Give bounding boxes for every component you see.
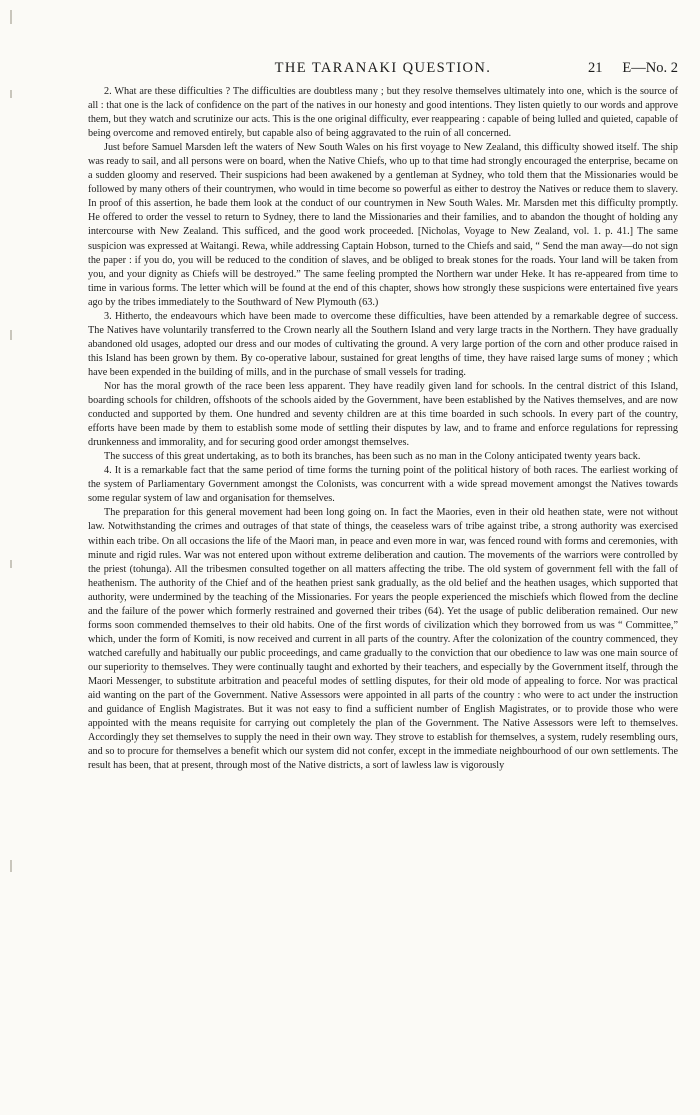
running-title: THE TARANAKI QUESTION. — [274, 60, 492, 76]
paper-reference: E—No. 2 — [622, 60, 678, 76]
paragraph-success-summary: The success of this great undertaking, as to both its branches, has been such as no man in the Colony anticipated twenty years back. — [104, 451, 641, 463]
binding-margin-marks — [4, 0, 24, 1115]
paragraph-moral-growth: Nor has the moral growth of the race been less apparent. They have readily given land for schools. In the central district of this Island, boarding schools for children, offshoots of the schools aided by the Government, have been established by the Natives themselves, and are now conducted and supported by them. One hundred and seventy children are at this time boarded in such schools. In every part of the country, efforts have been made by them to establish some mode of settling their disputes by law, and to frame and enforce regulations for repressing drunkenness and immorality, and for securing good order amongst themselves. — [88, 380, 678, 449]
paragraph-2-difficulties: 2. What are these difficulties ? The difficulties are doubtless many ; but they resolve themselves ultimately into one, which is the source of all : that one is the lack of confidence on the part of the natives in our honesty and good intentions. They listen quietly to our words and approve them, but they watch and scrutinize our acts. This is the one original difficulty, ever reappearing : capable of being lulled and quieted, capable of being overcome and removed entirely, but capable also of being aggravated to the ruin of all concerned. — [88, 86, 678, 140]
paragraph-4-turning-point: 4. It is a remarkable fact that the same period of time forms the turning point of the political history of both races. The earliest working of the system of Parliamentary Government amongst the Colonists, was concurrent with a wide spread movement amongst the Natives towards some regular system of law and organisation for themselves. — [88, 465, 678, 505]
paragraph-preparation: The preparation for this general movement had been long going on. In fact the Maories, even in their old heathen state, were not without law. Notwithstanding the crimes and outrages of that state of things, the ceaseless wars of tribe against tribe, a strong authority was exercised within each tribe. On all occasions the life of the Maori man, in peace and even more in war, was fenced round with forms and ceremonies, with minute and rigid rules. War was not entered upon without extreme deliberation and caution. The movements of the warriors were controlled by the priest (tohunga). All the tribesmen consulted together on all matters affecting the tribe. The old system of government fell with the fall of heathenism. The authority of the Chief and of the heathen priest sank gradually, as the old belief and the heathen usages, which supported that authority, were undermined by the teaching of the Missionaries. For years the people experienced the mischiefs which flowed from the decline and the failure of the power which formerly restrained and governed their tribes (64). Yet the usage of public deliberation remained. Our new forms soon commended themselves to their old habits. One of the first words of civilization which they borrowed from us was “ Committee,” which, under the form of Komiti, is now received and current in all parts of the country. After the colonization of the country commenced, they watched carefully and habitually our public proceedings, and came gradually to the conviction that our obedience to law was one main source of our superiority to themselves. They were continually taught and exhorted by their teachers, and especially by the Government itself, through the Maori Messenger, to substitute arbitration and peaceful modes of settling disputes, for their old mode of appealing to force. Nor was practical aid wanting on the part of the Government. Native Assessors were appointed in all parts of the country : who were to act under the instruction and guidance of English Magistrates. But it was not easy to find a sufficient number of English Magistrates, or to provide those who were appointed with the means requisite for carrying out completely the plan of the Government. The Native Assessors were left to themselves. Accordingly they set themselves to supply the need in their own way. They strove to establish for themselves, a system, rudely resembling ours, and so to procure for themselves a benefit which our system did not confer, except in the immediate neighbourhood of our own settlements. The result has been, that at present, through most of the Native districts, a sort of lawless law is vigorously — [88, 507, 678, 772]
page-number: 21 — [588, 60, 603, 76]
paragraph-3-success: 3. Hitherto, the endeavours which have been made to overcome these difficulties, have been attended by a remarkable degree of success. The Natives have voluntarily transferred to the Crown nearly all the Southern Island and very large tracts in the Northern. They have gradually abandoned old usages, adopted our dress and our modes of cultivating the ground. A very large portion of the corn and other produce raised in this Island has been grown by them. By co-operative labour, sustained for great lengths of time, they have raised large sums of money ; which have been expended in the building of mills, and in the purchase of small vessels for trading. — [88, 310, 678, 378]
paragraph-marsden: Just before Samuel Marsden left the waters of New South Wales on his first voyage to New Zealand, this difficulty showed itself. The ship was ready to sail, and all persons were on board, when the Native Chiefs, who up to that time had strongly encouraged the enterprise, became on a sudden gloomy and reserved. Their suspicions had been awakened by a gentleman at Sydney, who told them that the Missionaries would be followed by many others of their countrymen, who would in time become so powerful as either to destroy the Natives or reduce them to slavery. In proof of this assertion, he bade them look at the conduct of our countrymen in New South Wales. Mr. Marsden met this difficulty promptly. He offered to order the vessel to return to Sydney, there to land the Missionaries and their families, and to abandon the thought of holding any intercourse with New Zealand. This sufficed, and the good work proceeded. [Nicholas, Voyage to New Zealand, vol. 1. p. 41.] The same suspicion was expressed at Waitangi. Rewa, while addressing Captain Hobson, turned to the Chiefs and said, “ Send the man away—do not sign the paper : if you do, you will be reduced to the condition of slaves, and be obliged to break stones for the roads. Your land will be taken from you, and your dignity as Chiefs will be destroyed.” The same feeling prompted the Northern war under Heke. It has re-appeared from time to time in various forms. The letter which will be found at the end of this chapter, shows how strongly these suspicions were entertained five years ago by the tribes immediately to the Southward of New Plymouth (63.) — [88, 142, 678, 308]
body-text — [88, 85, 678, 773]
page-header — [88, 60, 678, 82]
